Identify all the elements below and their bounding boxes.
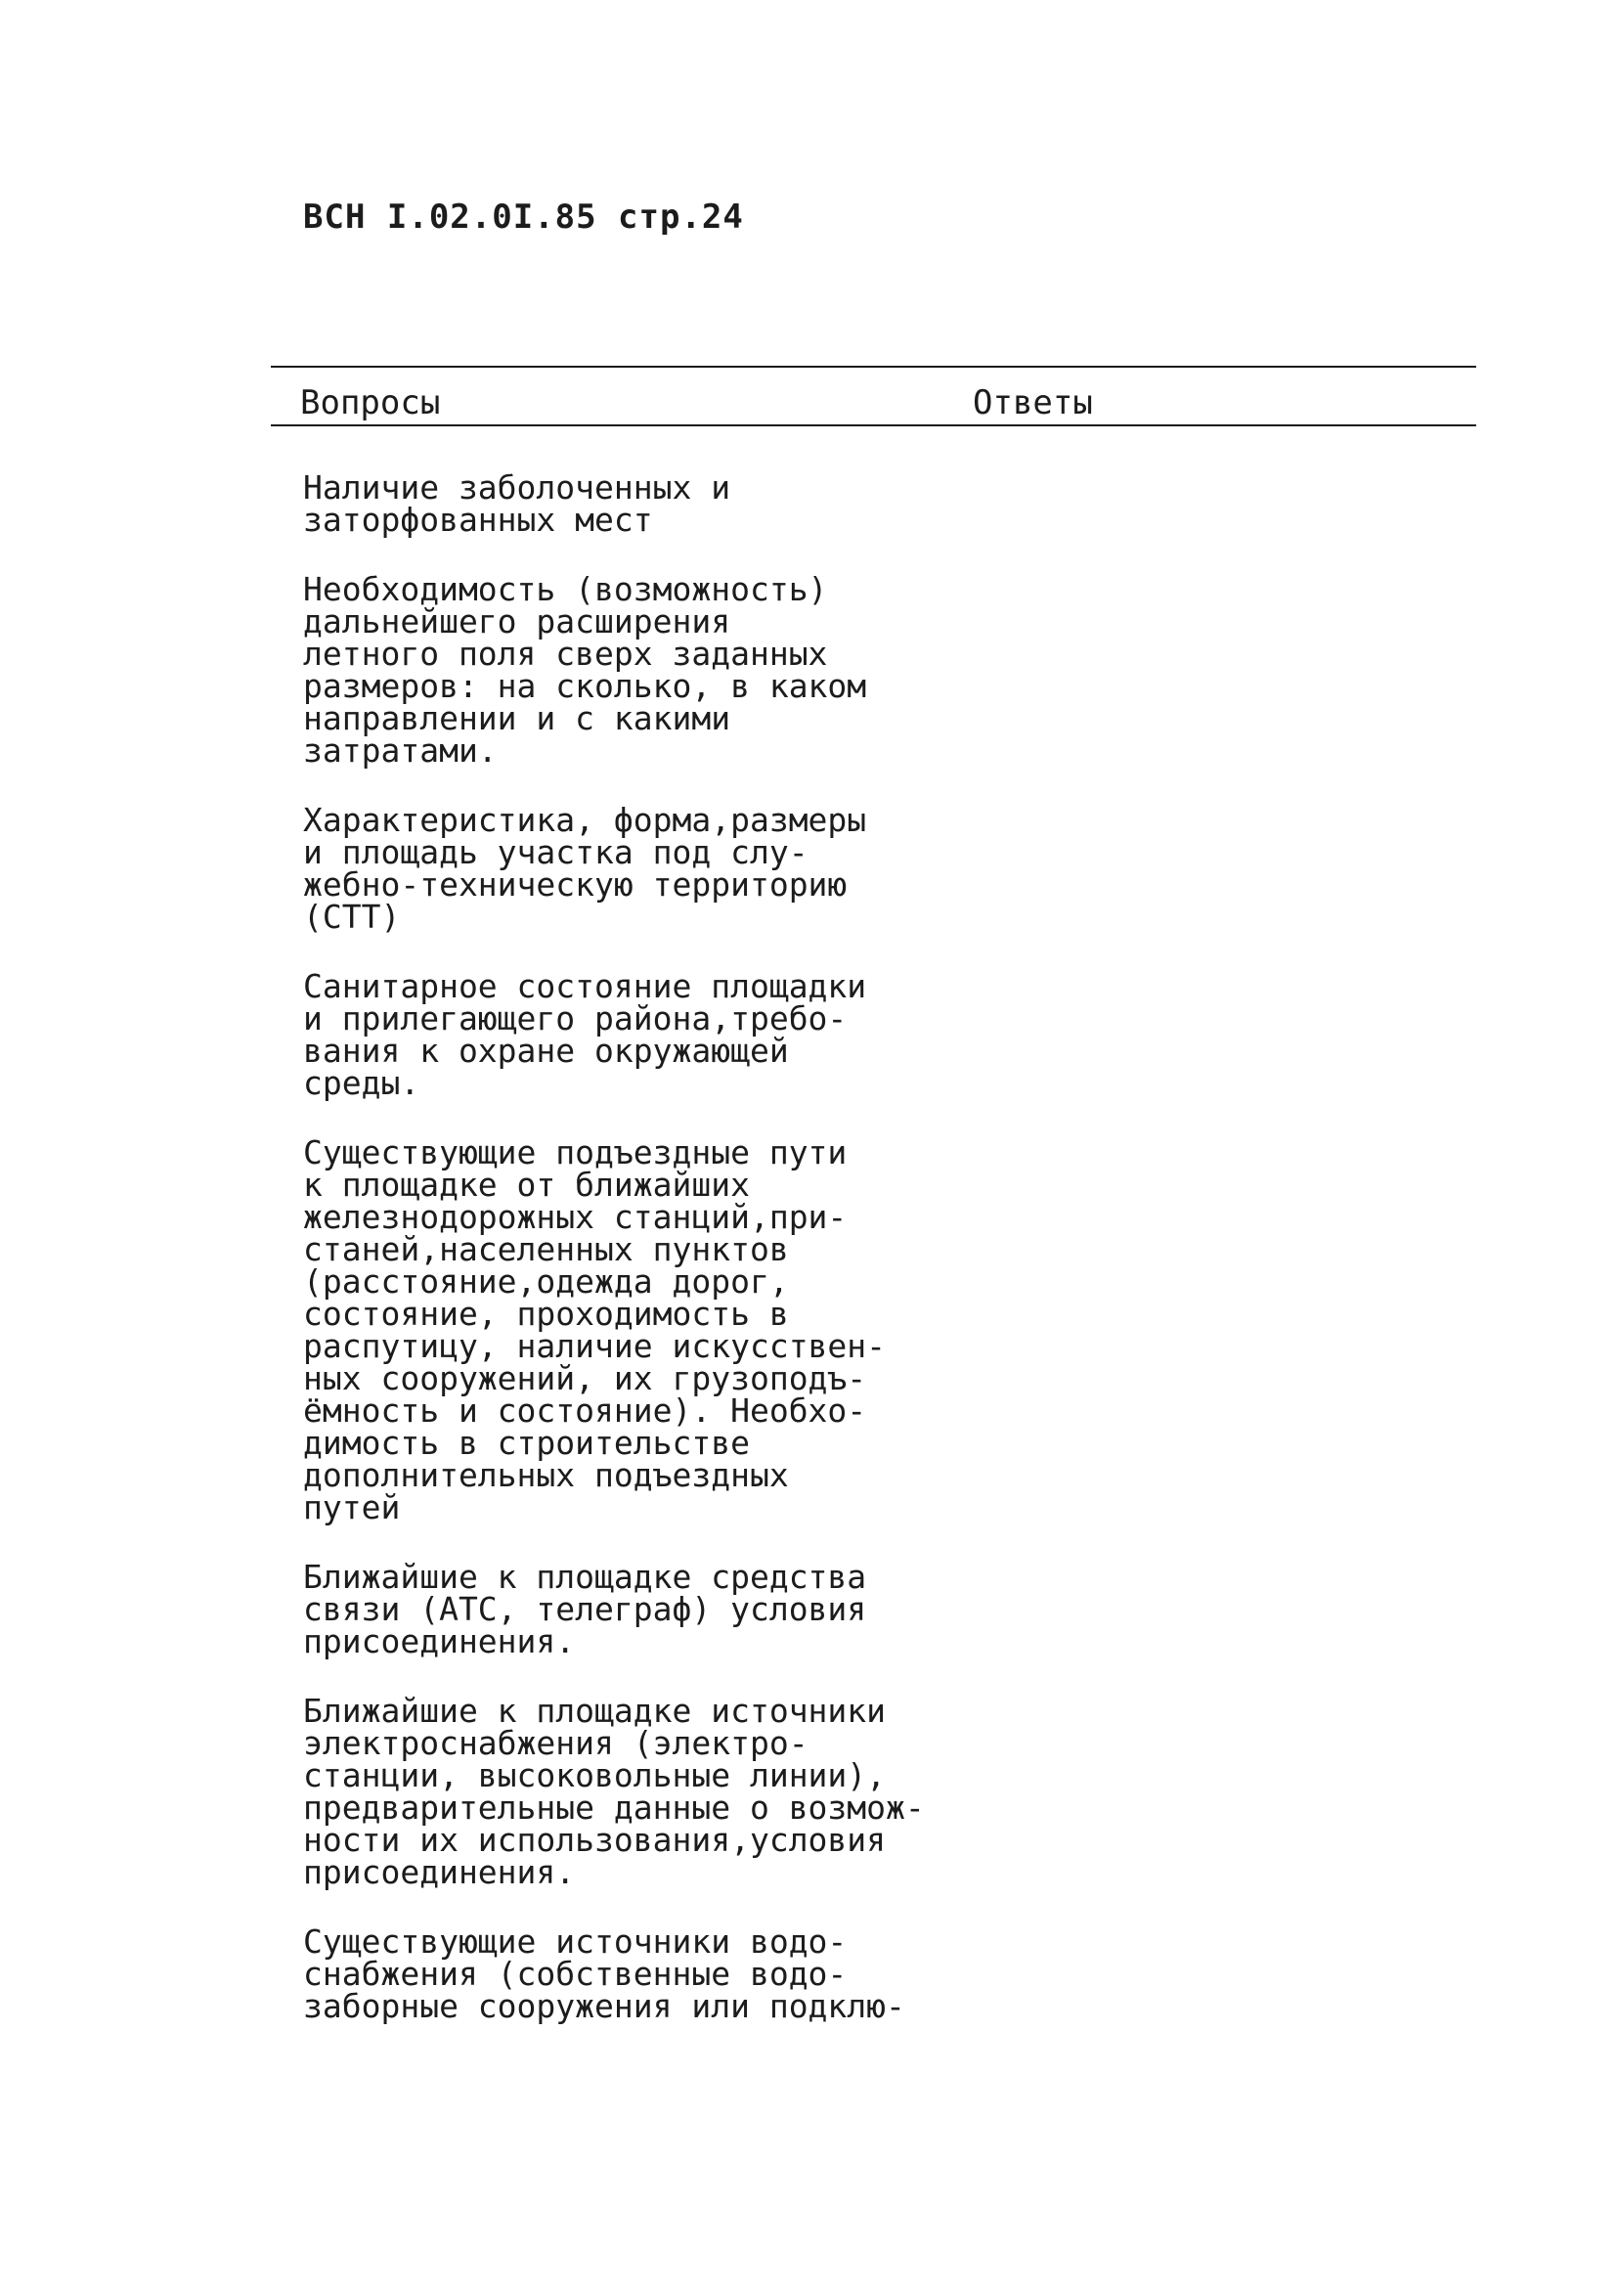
table-header-rule	[271, 424, 1476, 426]
question-item: Необходимость (возможность) дальнейшего расширения летного поля сверх заданных размеров: на сколько, в каком направлении и с какими затратами.	[303, 570, 867, 770]
question-item: Ближайшие к площадке источники электроснабжения (электро- станции, высоковольные линии), предварительные данные о возмож- ности их использования,условия присоединения.	[303, 1692, 925, 1891]
question-item: Существующие источники водо- снабжения (собственные водо- заборные сооружения или подклю-	[303, 1922, 905, 2025]
questions-column	[303, 468, 987, 2059]
question-item: Ближайшие к площадке средства связи (АТС, телеграф) условия присоединения.	[303, 1558, 867, 1660]
question-item: Санитарное состояние площадки и прилегающего района,требо- вания к охране окружающей среды.	[303, 967, 867, 1102]
question-item: Существующие подъездные пути к площадке от ближайших железнодорожных станций,при- станей,населенных пунктов (расстояние,одежда дорог, состояние, проходимость в распутицу, наличие искусствен- ных сооружений, их грузоподъ- ёмность и состояние). Необхо- димость в строительстве дополнительных подъездных путей	[303, 1133, 887, 1526]
column-header-answers: Ответы	[973, 383, 1093, 422]
column-header-questions: Вопросы	[300, 383, 441, 422]
table-top-rule	[271, 366, 1476, 368]
page-header: ВСН I.02.0I.85 стр.24	[303, 198, 744, 237]
question-item: Характеристика, форма,размеры и площадь участка под слу- жебно-техническую территорию (СТТ)	[303, 801, 867, 936]
question-item: Наличие заболоченных и заторфованных мест	[303, 468, 731, 539]
